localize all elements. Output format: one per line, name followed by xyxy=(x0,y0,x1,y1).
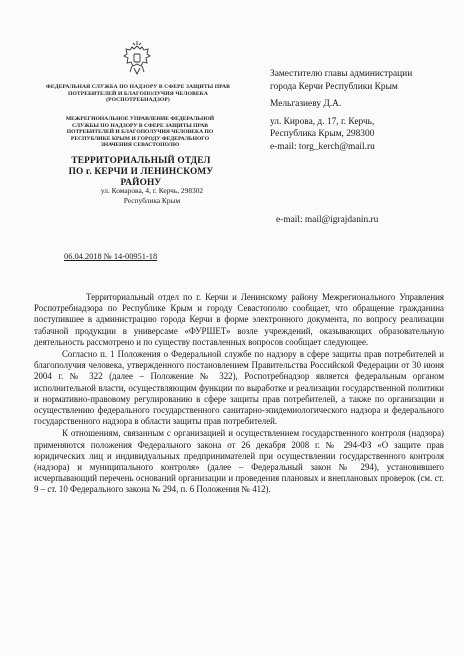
federal-agency-name: ФЕДЕРАЛЬНАЯ СЛУЖБА ПО НАДЗОРУ В СФЕРЕ ЗАЩИТЫ ПРАВ ПОТРЕБИТЕЛЕЙ И БЛАГОПОЛУЧИЯ ЧЕЛОВЕКА (РОСПОТРЕБНАДЗОР) xyxy=(46,84,230,104)
department-line-1: ТЕРРИТОРИАЛЬНЫЙ ОТДЕЛ xyxy=(71,156,211,166)
letter-body xyxy=(34,292,444,497)
department-name xyxy=(62,156,220,189)
sender-address-line-1: ул. Комарова, 4, г. Керчь, 298302 xyxy=(100,186,204,195)
recipient-address-line-1: ул. Кирова, д. 17, г. Керчь, xyxy=(270,116,375,127)
recipient-title-line-2: города Керчи Республики Крым xyxy=(270,81,398,92)
recipient-block xyxy=(270,68,460,154)
sender-address-line-2: Республика Крым xyxy=(123,195,181,205)
recipient-name: Мельгазиеву Д.А. xyxy=(270,99,342,110)
recipient-title-line-1: Заместителю главы администрации xyxy=(270,69,413,79)
coat-of-arms-icon xyxy=(121,40,153,80)
sender-address xyxy=(92,186,212,205)
second-recipient-email: e-mail: mail@igrajdanin.ru xyxy=(276,215,379,225)
regional-office-name: МЕЖРЕГИОНАЛЬНОЕ УПРАВЛЕНИЕ ФЕДЕРАЛЬНОЙ СЛУЖБЫ ПО НАДЗОРУ В СФЕРЕ ЗАЩИТЫ ПРАВ ПОТРЕБИТЕЛЕЙ И БЛАГОПОЛУЧИЯ ЧЕЛОВЕКА ПО РЕСПУБЛИКЕ КРЫМ И ГОРОДУ ФЕДЕРАЛЬНОГО ЗНАЧЕНИЯ СЕВАСТОПОЛЮ xyxy=(65,116,215,149)
recipient-address-line-2: Республика Крым, 298300 xyxy=(270,129,375,140)
recipient-email: e-mail: torg_kerch@mail.ru xyxy=(270,141,375,152)
body-paragraph-1: Территориальный отдел по г. Керчи и Ленинскому району Межрегионального Управления Роспотребнадзора по Республике Крым и городу Севастополю сообщает, что обращение гражданина поступившее в администрацию города Керчи в форме электронного документа, по вопросу реализации табачной продукции в универсаме «ФУРШЕТ» возле учреждений, оказывающих образовательную деятельность рассмотрено и по существу поставленных вопросов сообщает следующее. xyxy=(34,292,444,347)
body-paragraph-3: К отношениям, связанным с организацией и осуществлением государственного контроля (надзора) применяются положения Федерального закона от 26 декабря 2008 г. № 294-ФЗ «О защите прав юридических лиц и индивидуальных предпринимателей при осуществлении государственного контроля (надзора) и муниципального контроля» (далее – Федеральный закон № 294), установившего исчерпывающий перечень оснований организации и проведения плановых и внеплановых проверок (см. ст. 9 – ст. 10 Федерального закона № 294, п. 6 Положения № 412). xyxy=(34,428,444,495)
document-reference: 06.04.2018 № 14-00951-18 xyxy=(64,252,158,261)
body-paragraph-2: Согласно п. 1 Положения о Федеральной службе по надзору в сфере защиты прав потребителей и благополучия человека, утвержденного постановлением Правительства Российской Федерации от 30 июня 2004 г. № 322 (далее – Положение № 322), Роспотребнадзор является федеральным органом исполнительной власти, осуществляющим функции по выработке и реализации государственной политики и нормативно-правовому регулированию в сфере защиты прав потребителей, а также по организации и осуществлению федерального государственного санитарно-эпидемиологического надзора и федерального государственного надзора в области защиты прав потребителей. xyxy=(34,349,444,427)
department-line-2: ПО г. КЕРЧИ И ЛЕНИНСКОМУ РАЙОНУ xyxy=(68,167,214,188)
